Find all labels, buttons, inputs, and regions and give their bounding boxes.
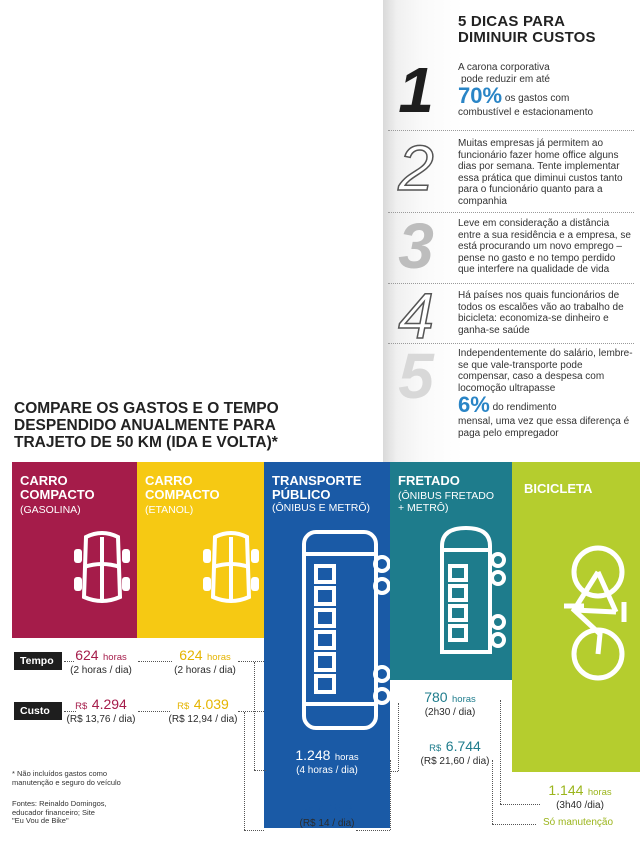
tip-number-3: 3 xyxy=(398,210,434,282)
car-icon xyxy=(72,527,132,607)
connector-line xyxy=(238,661,264,662)
tip-1-percent: 70% xyxy=(458,83,503,108)
connector-line xyxy=(244,830,264,831)
column-subtitle-line-b: + METRÔ) xyxy=(398,502,449,514)
tip-number-4: 4 xyxy=(398,280,434,352)
column-subtitle: (ETANOL) xyxy=(145,504,194,516)
footnote-note xyxy=(12,770,121,787)
bic-time-unit: horas xyxy=(587,787,612,798)
car-icon xyxy=(201,527,261,607)
footnote-sources xyxy=(12,800,107,826)
tip-1-line-d: combustível e estacionamento xyxy=(458,107,594,118)
fre-cost-value xyxy=(400,738,510,768)
eth-cost-currency: R$ xyxy=(177,701,190,712)
fre-time-unit: horas xyxy=(452,694,476,705)
column-title-line-a: FRETADO xyxy=(398,473,460,488)
connector-line xyxy=(254,662,255,770)
eth-time-per-day: (2 horas / dia) xyxy=(174,665,236,676)
gas-time-unit: horas xyxy=(103,652,127,663)
pub-time-value xyxy=(268,747,386,777)
tip-number-2: 2 xyxy=(398,132,434,204)
column-title xyxy=(145,474,220,502)
pub-cost-number: 4.368 xyxy=(317,800,353,816)
bus-icon xyxy=(300,524,390,734)
gas-cost-currency: R$ xyxy=(75,701,88,712)
column-car-gasoline xyxy=(12,462,137,638)
compare-title-line1: COMPARE OS GASTOS E O TEMPO xyxy=(14,400,279,417)
gas-cost-number: 4.294 xyxy=(91,696,127,712)
eth-time-number: 624 xyxy=(179,647,203,663)
pub-cost-currency: R$ xyxy=(301,805,314,816)
column-title-line-a: CARRO xyxy=(20,473,68,488)
row-label-cost: Custo xyxy=(14,702,62,720)
column-title: BICICLETA xyxy=(524,481,593,496)
gas-cost-per-day: (R$ 13,76 / dia) xyxy=(66,714,136,725)
tip-number-1: 1 xyxy=(398,54,434,126)
column-title-line-b: COMPACTO xyxy=(145,487,220,502)
bic-time-value xyxy=(540,782,620,812)
connector-line xyxy=(500,700,501,804)
column-car-ethanol xyxy=(137,462,264,638)
bic-time-number: 1.144 xyxy=(548,782,584,798)
tip-5-line-c: mensal, uma vez que essa diferença é paga pelo empregador xyxy=(458,416,630,439)
fre-cost-number: 6.744 xyxy=(445,738,481,754)
column-title xyxy=(272,474,362,502)
column-bicycle xyxy=(512,462,640,772)
tip-separator xyxy=(388,130,634,131)
compare-title-line2: DESPENDIDO ANUALMENTE PARA xyxy=(14,417,276,434)
column-title-line-b: PÚBLICO xyxy=(272,487,331,502)
bic-cost-value: Só manutenção xyxy=(543,817,614,828)
connector-line xyxy=(254,770,266,771)
gas-cost-value xyxy=(62,696,140,726)
pub-time-unit: horas xyxy=(334,752,359,763)
column-title xyxy=(20,474,95,502)
tip-5-line-b: do rendimento xyxy=(492,402,557,413)
gas-time-value xyxy=(66,647,136,677)
fre-time-value xyxy=(400,689,500,719)
fre-cost-per-day: (R$ 21,60 / dia) xyxy=(420,756,490,767)
tip-text-4: Há países nos quais funcionários de todos os escalões vão ao trabalho de bicicleta: economiza-se dinheiro e ganha-se saúde xyxy=(458,290,624,336)
footnote-source-line-c: "Eu Vou de Bike" xyxy=(12,816,69,825)
connector-line xyxy=(390,771,398,772)
connector-line xyxy=(500,804,540,805)
gas-time-per-day: (2 horas / dia) xyxy=(70,665,132,676)
fre-time-per-day: (2h30 / dia) xyxy=(424,707,476,718)
eth-time-unit: horas xyxy=(207,652,231,663)
column-chartered xyxy=(390,462,512,680)
tips-title xyxy=(458,14,638,46)
compare-title xyxy=(14,400,314,451)
bic-time-per-day: (3h40 /dia) xyxy=(556,800,604,811)
pub-time-per-day: (4 horas / dia) xyxy=(296,765,358,776)
connector-line xyxy=(492,760,493,824)
footnote-note-line-b: manutenção e seguro do veículo xyxy=(12,777,121,787)
footnote-source-line-b: educador financeiro; Site xyxy=(12,807,95,817)
eth-cost-number: 4.039 xyxy=(193,696,229,712)
bus-icon xyxy=(436,522,506,662)
tip-1-line-a: A carona corporativa xyxy=(458,62,550,73)
pub-cost-value xyxy=(268,800,386,830)
tip-1-line-b: pode reduzir em até xyxy=(461,73,550,85)
tip-number-5: 5 xyxy=(398,340,434,412)
tips-title-line2: DIMINUIR CUSTOS xyxy=(458,29,596,46)
column-subtitle: (ÔNIBUS E METRÔ) xyxy=(272,502,371,514)
column-subtitle xyxy=(398,490,494,514)
compare-title-line3: TRAJETO DE 50 KM (IDA E VOLTA)* xyxy=(14,434,278,451)
pub-cost-per-day: (R$ 14 / dia) xyxy=(299,818,355,829)
eth-cost-value xyxy=(164,696,242,726)
tip-5-percent: 6% xyxy=(458,392,490,417)
footnote-note-line-a: * Não incluídos gastos como xyxy=(12,769,108,778)
fre-cost-currency: R$ xyxy=(429,743,442,754)
connector-line xyxy=(356,830,390,831)
tip-text-1 xyxy=(458,62,634,119)
connector-line xyxy=(244,712,245,830)
connector-line xyxy=(492,824,536,825)
gas-time-number: 624 xyxy=(75,647,99,663)
pub-time-number: 1.248 xyxy=(295,747,331,763)
column-subtitle-line-a: (ÔNIBUS FRETADO xyxy=(398,490,495,502)
connector-line xyxy=(390,760,391,830)
column-title-line-b: COMPACTO xyxy=(20,487,95,502)
tip-1-line-c: os gastos com xyxy=(504,93,570,104)
column-title-line-a: TRANSPORTE xyxy=(272,473,362,488)
connector-line xyxy=(398,703,399,771)
tips-title-line1: 5 DICAS PARA xyxy=(458,13,566,30)
tip-text-5 xyxy=(458,348,634,439)
tip-5-line-a: Independentemente do salário, lembre-se que vale-transporte pode compensar, caso a despesa com locomoção ultrapasse xyxy=(458,348,633,394)
footnote-source-line-a: Fontes: Reinaldo Domingos, xyxy=(12,799,107,808)
row-label-time: Tempo xyxy=(14,652,62,670)
connector-line xyxy=(138,661,172,662)
eth-cost-per-day: (R$ 12,94 / dia) xyxy=(168,714,238,725)
eth-time-value xyxy=(170,647,240,677)
bicycle-icon xyxy=(564,542,634,682)
column-subtitle: (GASOLINA) xyxy=(20,504,81,516)
tip-text-2: Muitas empresas já permitem ao funcionário fazer home office alguns dias por semana. Tente implementar essa prática que diminui custos tanto para o funcionário quanto para a companhia xyxy=(458,138,623,207)
column-title xyxy=(398,474,460,488)
column-title-line-a: CARRO xyxy=(145,473,193,488)
tip-text-3: Leve em consideração a distância entre a sua residência e a empresa, se está procurando um novo emprego – pense no gasto e no tempo perdido que interfere na qualidade de vida xyxy=(458,218,631,275)
fre-time-number: 780 xyxy=(424,689,448,705)
